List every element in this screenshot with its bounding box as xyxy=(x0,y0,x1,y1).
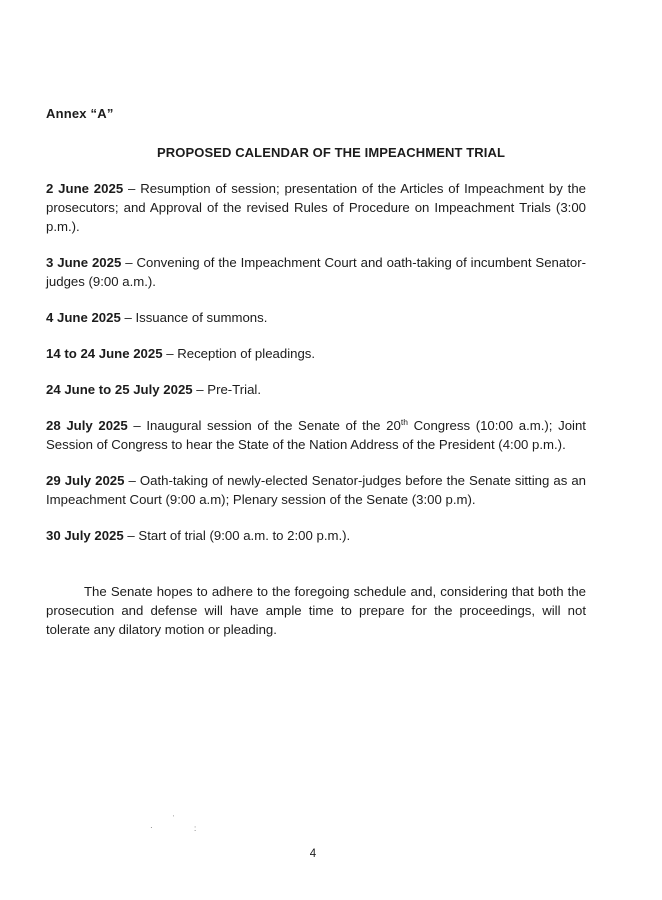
entry-date: 2 June 2025 xyxy=(46,181,124,196)
scan-speck: : xyxy=(194,824,197,833)
entry-date: 14 to 24 June 2025 xyxy=(46,346,163,361)
entry-date: 29 July 2025 xyxy=(46,473,125,488)
closing-paragraph: The Senate hopes to adhere to the foregoing schedule and, considering that both the prosecution and defense will have ample time to prepare for the proceedings, will not tolerate any dilatory motion or pleading. xyxy=(46,584,586,638)
document-title: PROPOSED CALENDAR OF THE IMPEACHMENT TRIAL xyxy=(157,145,505,160)
entry-text: – Convening of the Impeachment Court and oath-taking of incumbent Senator-judges (9:00 a.m.). xyxy=(46,255,587,289)
entry-text: – Resumption of session; presentation of the Articles of Impeachment by the prosecutors; and Approval of the revised Rules of Procedure on Impeachment Trials (3:00 p.m.). xyxy=(46,181,586,234)
calendar-entry xyxy=(46,253,586,291)
calendar-entry xyxy=(46,308,586,327)
entry-text: – Start of trial (9:00 a.m. to 2:00 p.m.). xyxy=(123,528,351,543)
annex-label: Annex “A” xyxy=(46,106,114,121)
calendar-entry xyxy=(46,344,586,363)
calendar-entries xyxy=(46,179,586,562)
scan-speck: · xyxy=(150,823,153,832)
entry-text: – Inaugural session of the Senate of the 20 xyxy=(127,418,401,433)
entry-date: 28 July 2025 xyxy=(46,418,128,433)
entry-text-continued: Congress (10:00 a.m.); Joint Session of Congress to hear the State of the Nation Address of the President (4:00 p.m.). xyxy=(46,418,586,452)
calendar-entry xyxy=(46,179,586,236)
entry-text: – Issuance of summons. xyxy=(120,310,268,325)
entry-text: – Reception of pleadings. xyxy=(162,346,316,361)
calendar-entry xyxy=(46,416,586,454)
ordinal-superscript: th xyxy=(400,417,408,427)
calendar-entry xyxy=(46,380,586,399)
entry-text: – Pre-Trial. xyxy=(192,382,261,397)
calendar-entry xyxy=(46,526,586,545)
page-number: 4 xyxy=(309,848,317,860)
entry-date: 4 June 2025 xyxy=(46,310,121,325)
entry-date: 3 June 2025 xyxy=(46,255,122,270)
scan-speck: ˈ xyxy=(172,814,175,823)
entry-date: 24 June to 25 July 2025 xyxy=(46,382,193,397)
calendar-entry xyxy=(46,471,586,509)
entry-text: – Oath-taking of newly-elected Senator-judges before the Senate sitting as an Impeachment Court (9:00 a.m); Plenary session of the Senate (3:00 p.m). xyxy=(46,473,586,507)
entry-date: 30 July 2025 xyxy=(46,528,124,543)
